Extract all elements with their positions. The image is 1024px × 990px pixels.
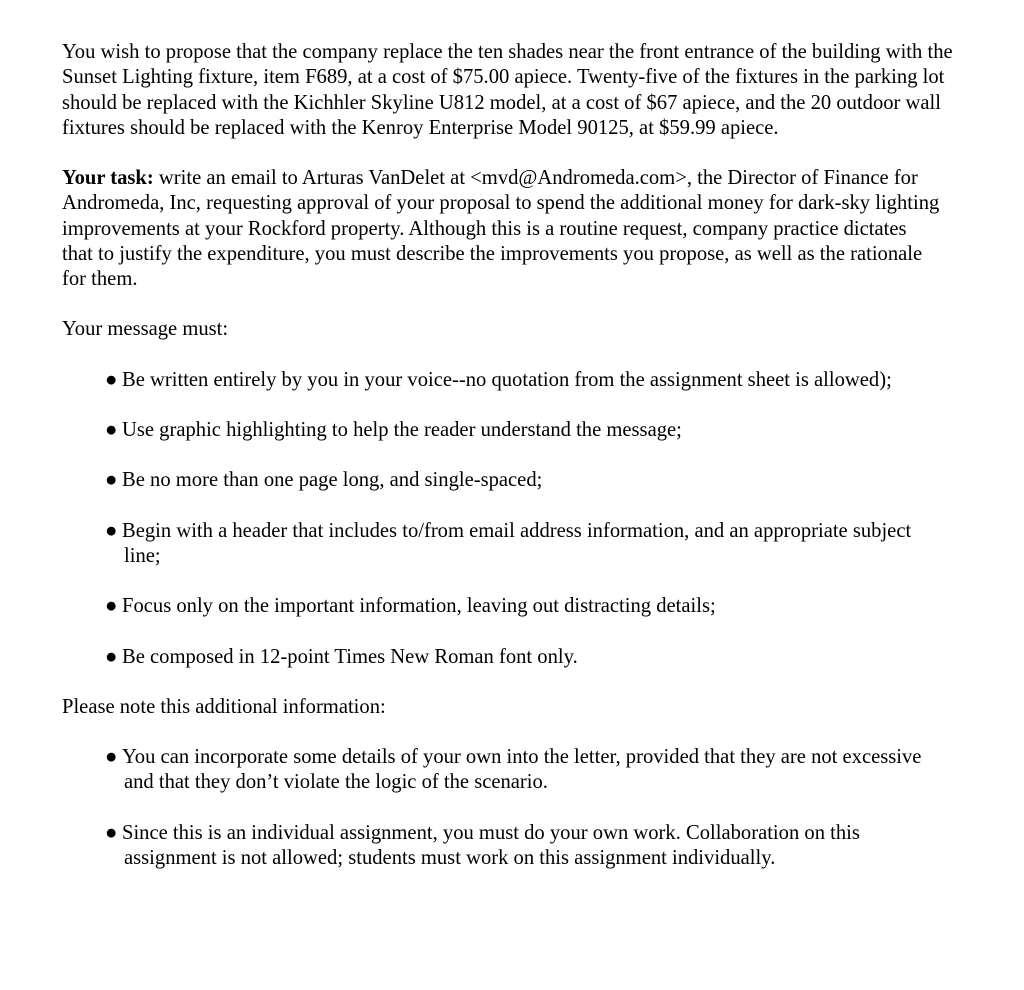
bullet-icon: ● [105, 469, 118, 491]
intro-paragraph: You wish to propose that the company replace the ten shades near the front entrance of the building with the Sunset Lighting fixture, item F689, at a cost of $75.00 apiece. Twenty-five of the fixtures in the parking lot should be replaced with the Kichhler Skyline U812 model, at a cost of $67 apiece, and the 20 outdoor wall fixtures should be replaced with the Kenroy Enterprise Model 90125, at $59.99 apiece. [62, 41, 953, 139]
note-heading: Please note this additional information: [62, 696, 386, 718]
bullet-icon: ● [105, 595, 118, 617]
task-label: Your task: [62, 167, 154, 189]
requirement-item: ● Focus only on the important information, leaving out distracting details; [105, 594, 716, 619]
bullet-icon: ● [105, 822, 118, 844]
requirement-item: ● Be no more than one page long, and single-spaced; [105, 468, 542, 493]
bullet-icon: ● [105, 646, 118, 668]
requirement-item: ● Use graphic highlighting to help the reader understand the message; [105, 418, 682, 443]
bullet-icon: ● [105, 369, 118, 391]
task-text: write an email to Arturas VanDelet at <mvd@Andromeda.com>, the Director of Finance for Andromeda, Inc, requesting approval of your proposal to spend the additional money for dark-sky lighting improvements at your Rockford property. Although this is a routine request, company practice dictates that to justify the expenditure, you must describe the improvements you propose, as well as the rationale for them. [62, 167, 940, 291]
requirement-item: ● Begin with a header that includes to/from email address information, and an appropriate subject line; [105, 520, 912, 568]
requirements-heading: Your message must: [62, 318, 229, 340]
task-paragraph [62, 166, 942, 292]
bullet-icon: ● [105, 419, 118, 441]
bullet-icon: ● [105, 746, 118, 768]
note-item: ● Since this is an individual assignment, you must do your own work. Collaboration on this assignment is not allowed; students must work on this assignment individually. [105, 822, 860, 870]
bullet-icon: ● [105, 520, 118, 542]
requirement-item: ● Be composed in 12-point Times New Roman font only. [105, 645, 578, 670]
note-item: ● You can incorporate some details of your own into the letter, provided that they are not excessive and that they don’t violate the logic of the scenario. [105, 746, 922, 794]
requirement-item: ● Be written entirely by you in your voice--no quotation from the assignment sheet is allowed); [105, 368, 892, 393]
